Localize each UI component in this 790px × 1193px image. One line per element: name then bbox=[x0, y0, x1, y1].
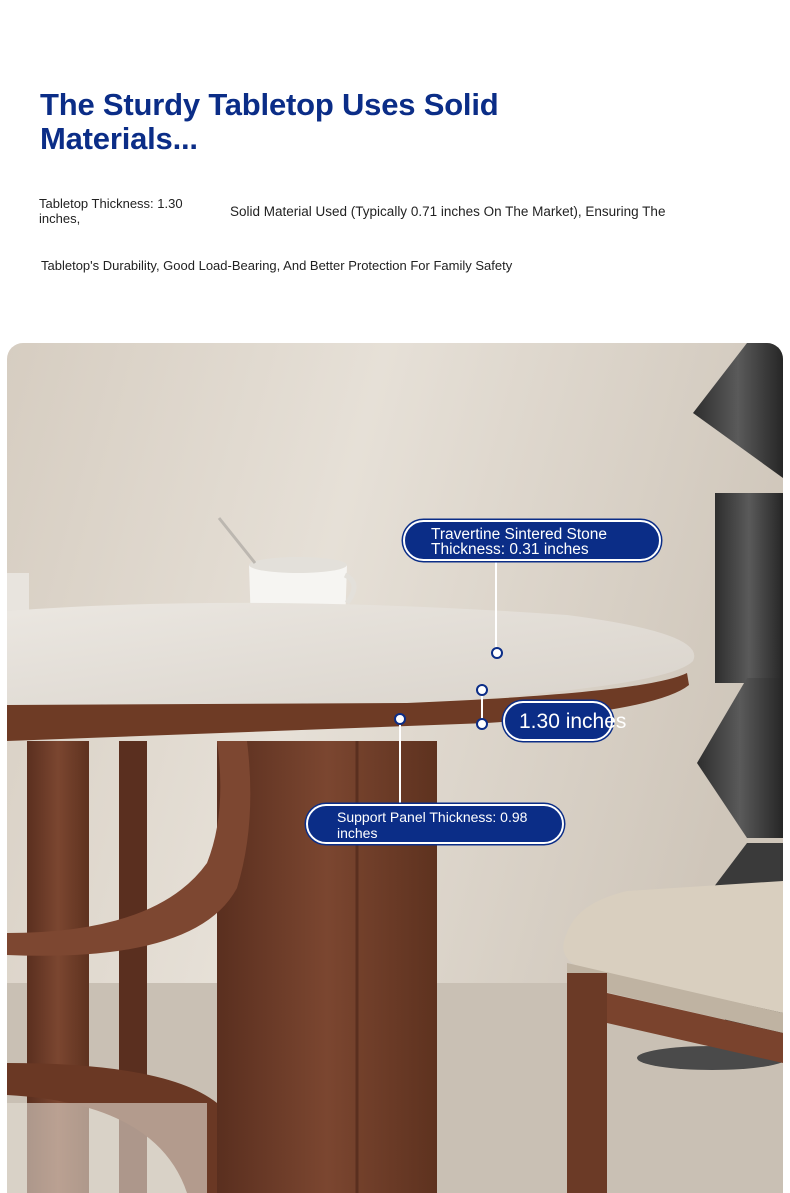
tabletop-thickness-callout: 1.30 inches bbox=[503, 701, 613, 741]
product-photo bbox=[7, 343, 783, 1193]
thickness-text: Tabletop Thickness: 1.30 inches, bbox=[39, 196, 183, 226]
panel-thickness-callout: Support Panel Thickness: 0.98 inches bbox=[306, 804, 564, 844]
tabletop-marker-top bbox=[476, 684, 488, 696]
material-text: Solid Material Used (Typically 0.71 inches On The Market), Ensuring The bbox=[230, 204, 666, 219]
panel-marker bbox=[394, 713, 406, 725]
panel-connector-line bbox=[399, 719, 401, 804]
stone-connector-line bbox=[495, 561, 497, 652]
stone-thickness-callout: Travertine Sintered Stone Thickness: 0.31 inches bbox=[403, 520, 661, 561]
safety-text: Tabletop's Durability, Good Load-Bearing, And Better Protection For Family Safety bbox=[41, 258, 513, 273]
tabletop-marker-bottom bbox=[476, 718, 488, 730]
page-title: The Sturdy Tabletop Uses Solid Materials... bbox=[40, 87, 499, 156]
stone-marker bbox=[491, 647, 503, 659]
